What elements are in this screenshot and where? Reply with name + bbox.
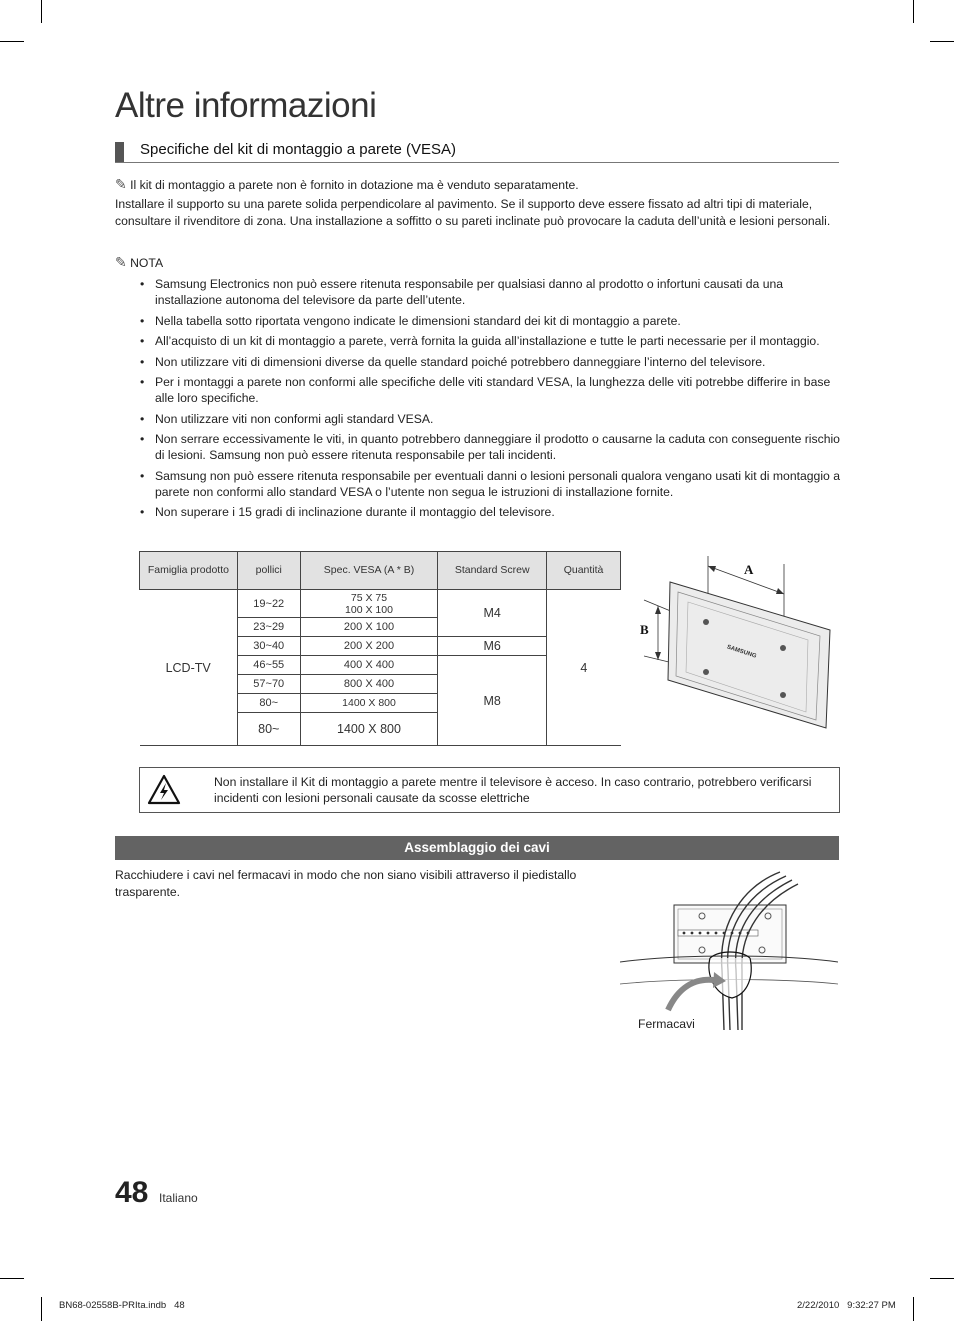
note-text: Il kit di montaggio a parete non è fornito in dotazione ma è venduto separatamente.	[130, 178, 579, 192]
page-title: Altre informazioni	[115, 86, 377, 125]
crop-mark	[913, 0, 914, 23]
electric-warning-icon	[147, 774, 181, 806]
cable-paragraph: Racchiudere i cavi nel fermacavi in modo che non siano visibili attraverso il piedistallo trasparente.	[115, 868, 577, 899]
cable-clip-label: Fermacavi	[638, 1017, 695, 1031]
screw-cell: M6	[438, 637, 547, 656]
nota-heading	[115, 254, 163, 272]
vesa-cell: 200 X 100	[300, 618, 438, 637]
header-cell: Standard Screw	[438, 552, 547, 590]
screw-cell: M8	[438, 656, 547, 746]
header-cell: Quantità	[547, 552, 621, 590]
table-header-row	[140, 552, 621, 590]
screw-hole-icon	[703, 669, 709, 675]
footer-timestamp: 2/22/2010 9:32:27 PM	[797, 1300, 896, 1311]
tv-back-diagram	[626, 552, 838, 732]
section-marker	[115, 142, 124, 162]
intro-paragraph: Installare il supporto su una parete solida perpendicolare al pavimento. Se il supporto deve essere fissato ad altri tipi di materiale, consultare il rivenditore di zona. Una installazione a soffitto o su pareti inclinate può provocare la caduta dell’unità e lesioni personali.	[115, 197, 831, 228]
brand-logo: SAMSUNG	[725, 644, 757, 660]
crop-mark	[41, 1297, 42, 1321]
screw-hole-icon	[780, 645, 786, 651]
note-line	[115, 176, 839, 194]
pencil-icon: ✎	[115, 176, 127, 192]
crop-mark	[930, 41, 954, 42]
list-item: • Non utilizzare viti di dimensioni diverse da quelle standard poiché potrebbero danneggiare l’interno del televisore.	[140, 354, 840, 370]
crop-mark	[0, 1278, 24, 1279]
cable-clip-diagram	[620, 870, 838, 1032]
list-item: • Non utilizzare viti non conformi agli standard VESA.	[140, 411, 840, 427]
header-cell: Spec. VESA (A * B)	[300, 552, 438, 590]
list-item: • Samsung non può essere ritenuta responsabile per eventuali danni o lesioni personali qualora vengano usati kit di montaggio a parete non conformi allo standard VESA o l’utente non segua le istruzioni di installazione fornite.	[140, 468, 840, 500]
vesa-cell: 75 X 75 100 X 100	[300, 590, 438, 618]
quantity-cell: 4	[547, 590, 621, 746]
inches-cell: 46~55	[237, 656, 300, 675]
inches-cell: 80~	[237, 694, 300, 713]
arrow-icon	[668, 980, 714, 1010]
inches-cell: 80~	[237, 713, 300, 746]
list-item: • All’acquisto di un kit di montaggio a parete, verrà fornita la guida all’installazione e tutte le parti necessarie per il montaggio.	[140, 333, 840, 349]
list-item: • Non serrare eccessivamente le viti, in quanto potrebbero danneggiare il prodotto o causarne la caduta con conseguente rischio di lesioni. Samsung non può essere ritenuta responsabile per tali incidenti.	[140, 431, 840, 463]
vesa-spec-table	[139, 551, 621, 746]
inches-cell: 30~40	[237, 637, 300, 656]
inches-cell: 19~22	[237, 590, 300, 618]
dimension-label-a: A	[744, 562, 754, 577]
cable-section-title: Assemblaggio dei cavi	[115, 836, 839, 860]
dimension-label-b: B	[640, 622, 649, 637]
nota-label: NOTA	[130, 256, 164, 270]
vesa-cell: 1400 X 800	[300, 713, 438, 746]
footer-file-info: BN68-02558B-PRIta.indb 48	[59, 1300, 185, 1311]
pencil-icon: ✎	[115, 254, 127, 270]
inches-cell: 23~29	[237, 618, 300, 637]
note-list	[140, 276, 840, 525]
vesa-cell: 1400 X 800	[300, 694, 438, 713]
crop-mark	[930, 1278, 954, 1279]
table-row	[140, 590, 621, 618]
vesa-cell: 400 X 400	[300, 656, 438, 675]
section-rule	[115, 162, 839, 163]
screw-hole-icon	[703, 619, 709, 625]
screw-hole-icon	[780, 692, 786, 698]
inches-cell: 57~70	[237, 675, 300, 694]
screw-cell: M4	[438, 590, 547, 637]
vesa-cell: 800 X 400	[300, 675, 438, 694]
list-item: • Non superare i 15 gradi di inclinazione durante il montaggio del televisore.	[140, 504, 840, 520]
list-item: • Nella tabella sotto riportata vengono indicate le dimensioni standard dei kit di montaggio a parete.	[140, 313, 840, 329]
header-cell: Famiglia prodotto	[140, 552, 238, 590]
crop-mark	[913, 1297, 914, 1321]
crop-mark	[41, 0, 42, 23]
warning-text: Non installare il Kit di montaggio a parete mentre il televisore è acceso. In caso contrario, potrebbero verificarsi incidenti con lesioni personali causate da scosse elettriche	[214, 775, 812, 805]
vesa-cell: 200 X 200	[300, 637, 438, 656]
crop-mark	[0, 41, 24, 42]
page-number: 48	[115, 1176, 149, 1209]
list-item: • Samsung Electronics non può essere ritenuta responsabile per qualsiasi danno al prodotto o infortuni causati da una installazione autonoma del televisore da parte dell’utente.	[140, 276, 840, 308]
list-item: • Per i montaggi a parete non conformi alle specifiche delle viti standard VESA, la lunghezza delle viti potrebbe differire in base alle loro specifiche.	[140, 374, 840, 406]
section-title: Specifiche del kit di montaggio a parete (VESA)	[140, 141, 457, 158]
header-cell: pollici	[237, 552, 300, 590]
page-language: Italiano	[159, 1191, 198, 1205]
family-cell: LCD-TV	[140, 590, 238, 746]
